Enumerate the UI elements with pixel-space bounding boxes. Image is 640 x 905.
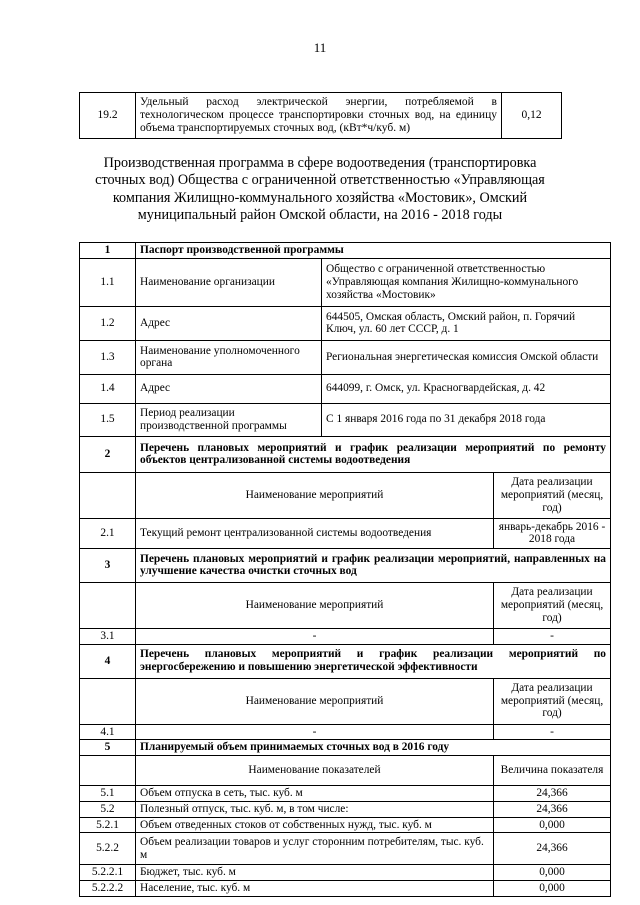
row-name: - [136,628,494,644]
row-value: 0,000 [494,881,611,897]
table-row [80,374,611,403]
row-name: - [136,724,494,740]
table-row [80,403,611,436]
table-row [80,340,611,374]
table-row [80,93,562,139]
row-name: Полезный отпуск, тыс. куб. м, в том числе: [136,801,494,817]
row-name: Объем отпуска в сеть, тыс. куб. м [136,786,494,802]
section-header [80,740,611,756]
row-value: 644099, г. Омск, ул. Красногвардейская, д. 42 [322,374,611,403]
row-number: 1.1 [80,258,136,306]
section-title: Перечень плановых мероприятий и график реализации мероприятий, направленных на улучшение качества очистки сточных вод [136,548,611,582]
row-date: - [494,724,611,740]
row-date: январь-декабрь 2016 - 2018 года [494,518,611,548]
section-title: Перечень плановых мероприятий и график реализации мероприятий по ремонту объектов централизованной системы водоотведения [136,436,611,472]
row-number: 1.5 [80,403,136,436]
row-label: Адрес [136,374,322,403]
column-header-name: Наименование мероприятий [136,582,494,628]
table-row [80,817,611,833]
row-number: 1.2 [80,306,136,340]
document-heading: Производственная программа в сфере водоотведения (транспортировка сточных вод) Общества с ограниченной ответственностью «Управляющая компания Жилищно-коммунального хозяйства «Мостовик», Омский муниципальный район Омской области, на 2016 - 2018 годы [95,155,545,223]
row-number: 1.4 [80,374,136,403]
table-row [80,518,611,548]
row-name: Объем реализации товаров и услуг сторонним потребителям, тыс. куб. м [136,833,494,865]
row-value: 0,000 [494,865,611,881]
table-row [80,258,611,306]
row-number: 5.2.1 [80,817,136,833]
empty-cell [80,756,136,786]
row-number: 3.1 [80,628,136,644]
row-number: 5.2.2.2 [80,881,136,897]
column-header-date: Дата реализации мероприятий (месяц, год) [494,678,611,724]
column-header-row [80,678,611,724]
table-row [80,724,611,740]
section-title: Перечень плановых мероприятий и график реализации мероприятий по энергосбережению и повышению энергетической эффективности [136,644,611,678]
table-row [80,801,611,817]
row-value: 644505, Омская область, Омский район, п. Горячий Ключ, ул. 60 лет СССР, д. 1 [322,306,611,340]
row-number: 5.2 [80,801,136,817]
row-name: Объем отведенных стоков от собственных нужд, тыс. куб. м [136,817,494,833]
table-row [80,865,611,881]
page-number: 11 [313,40,327,55]
row-number: 4.1 [80,724,136,740]
column-header-name: Наименование мероприятий [136,678,494,724]
row-value: Региональная энергетическая комиссия Омской области [322,340,611,374]
table-row [80,881,611,897]
column-header-row [80,756,611,786]
section-header [80,644,611,678]
section-number: 3 [80,548,136,582]
section-header [80,436,611,472]
row-name: Бюджет, тыс. куб. м [136,865,494,881]
column-header-row [80,582,611,628]
row-name: Население, тыс. куб. м [136,881,494,897]
row-value: 0,000 [494,817,611,833]
empty-cell [80,678,136,724]
column-header-value: Величина показателя [494,756,611,786]
section-number: 1 [80,243,136,259]
table-row [80,833,611,865]
row-number: 5.2.2.1 [80,865,136,881]
row-number: 19.2 [80,93,136,139]
row-value: 0,12 [502,93,562,139]
section-number: 2 [80,436,136,472]
column-header-date: Дата реализации мероприятий (месяц, год) [494,472,611,518]
empty-cell [80,582,136,628]
row-label: Наименование организации [136,258,322,306]
row-label: Период реализации производственной программы [136,403,322,436]
row-number: 5.2.2 [80,833,136,865]
column-header-name: Наименование показателей [136,756,494,786]
row-date: - [494,628,611,644]
continuation-table [79,92,562,139]
section-title: Паспорт производственной программы [136,243,611,259]
row-value: 24,366 [494,786,611,802]
column-header-row [80,472,611,518]
row-text: Удельный расход электрической энергии, потребляемой в технологическом процессе транспортировки сточных вод, на единицу объема транспортируемых сточных вод, (кВт*ч/куб. м) [136,93,502,139]
row-name: Текущий ремонт централизованной системы водоотведения [136,518,494,548]
empty-cell [80,472,136,518]
row-label: Адрес [136,306,322,340]
row-value: 24,366 [494,833,611,865]
row-number: 1.3 [80,340,136,374]
row-value: С 1 января 2016 года по 31 декабря 2018 года [322,403,611,436]
row-value: 24,366 [494,801,611,817]
table-row [80,628,611,644]
section-title: Планируемый объем принимаемых сточных вод в 2016 году [136,740,611,756]
section-number: 5 [80,740,136,756]
row-number: 5.1 [80,786,136,802]
section-number: 4 [80,644,136,678]
row-value: Общество с ограниченной ответственностью «Управляющая компания Жилищно-коммунального хозяйства «Мостовик» [322,258,611,306]
column-header-name: Наименование мероприятий [136,472,494,518]
program-table [79,242,611,897]
table-row [80,786,611,802]
row-label: Наименование уполномоченного органа [136,340,322,374]
section-header [80,243,611,259]
row-number: 2.1 [80,518,136,548]
table-row [80,306,611,340]
section-header [80,548,611,582]
column-header-date: Дата реализации мероприятий (месяц, год) [494,582,611,628]
